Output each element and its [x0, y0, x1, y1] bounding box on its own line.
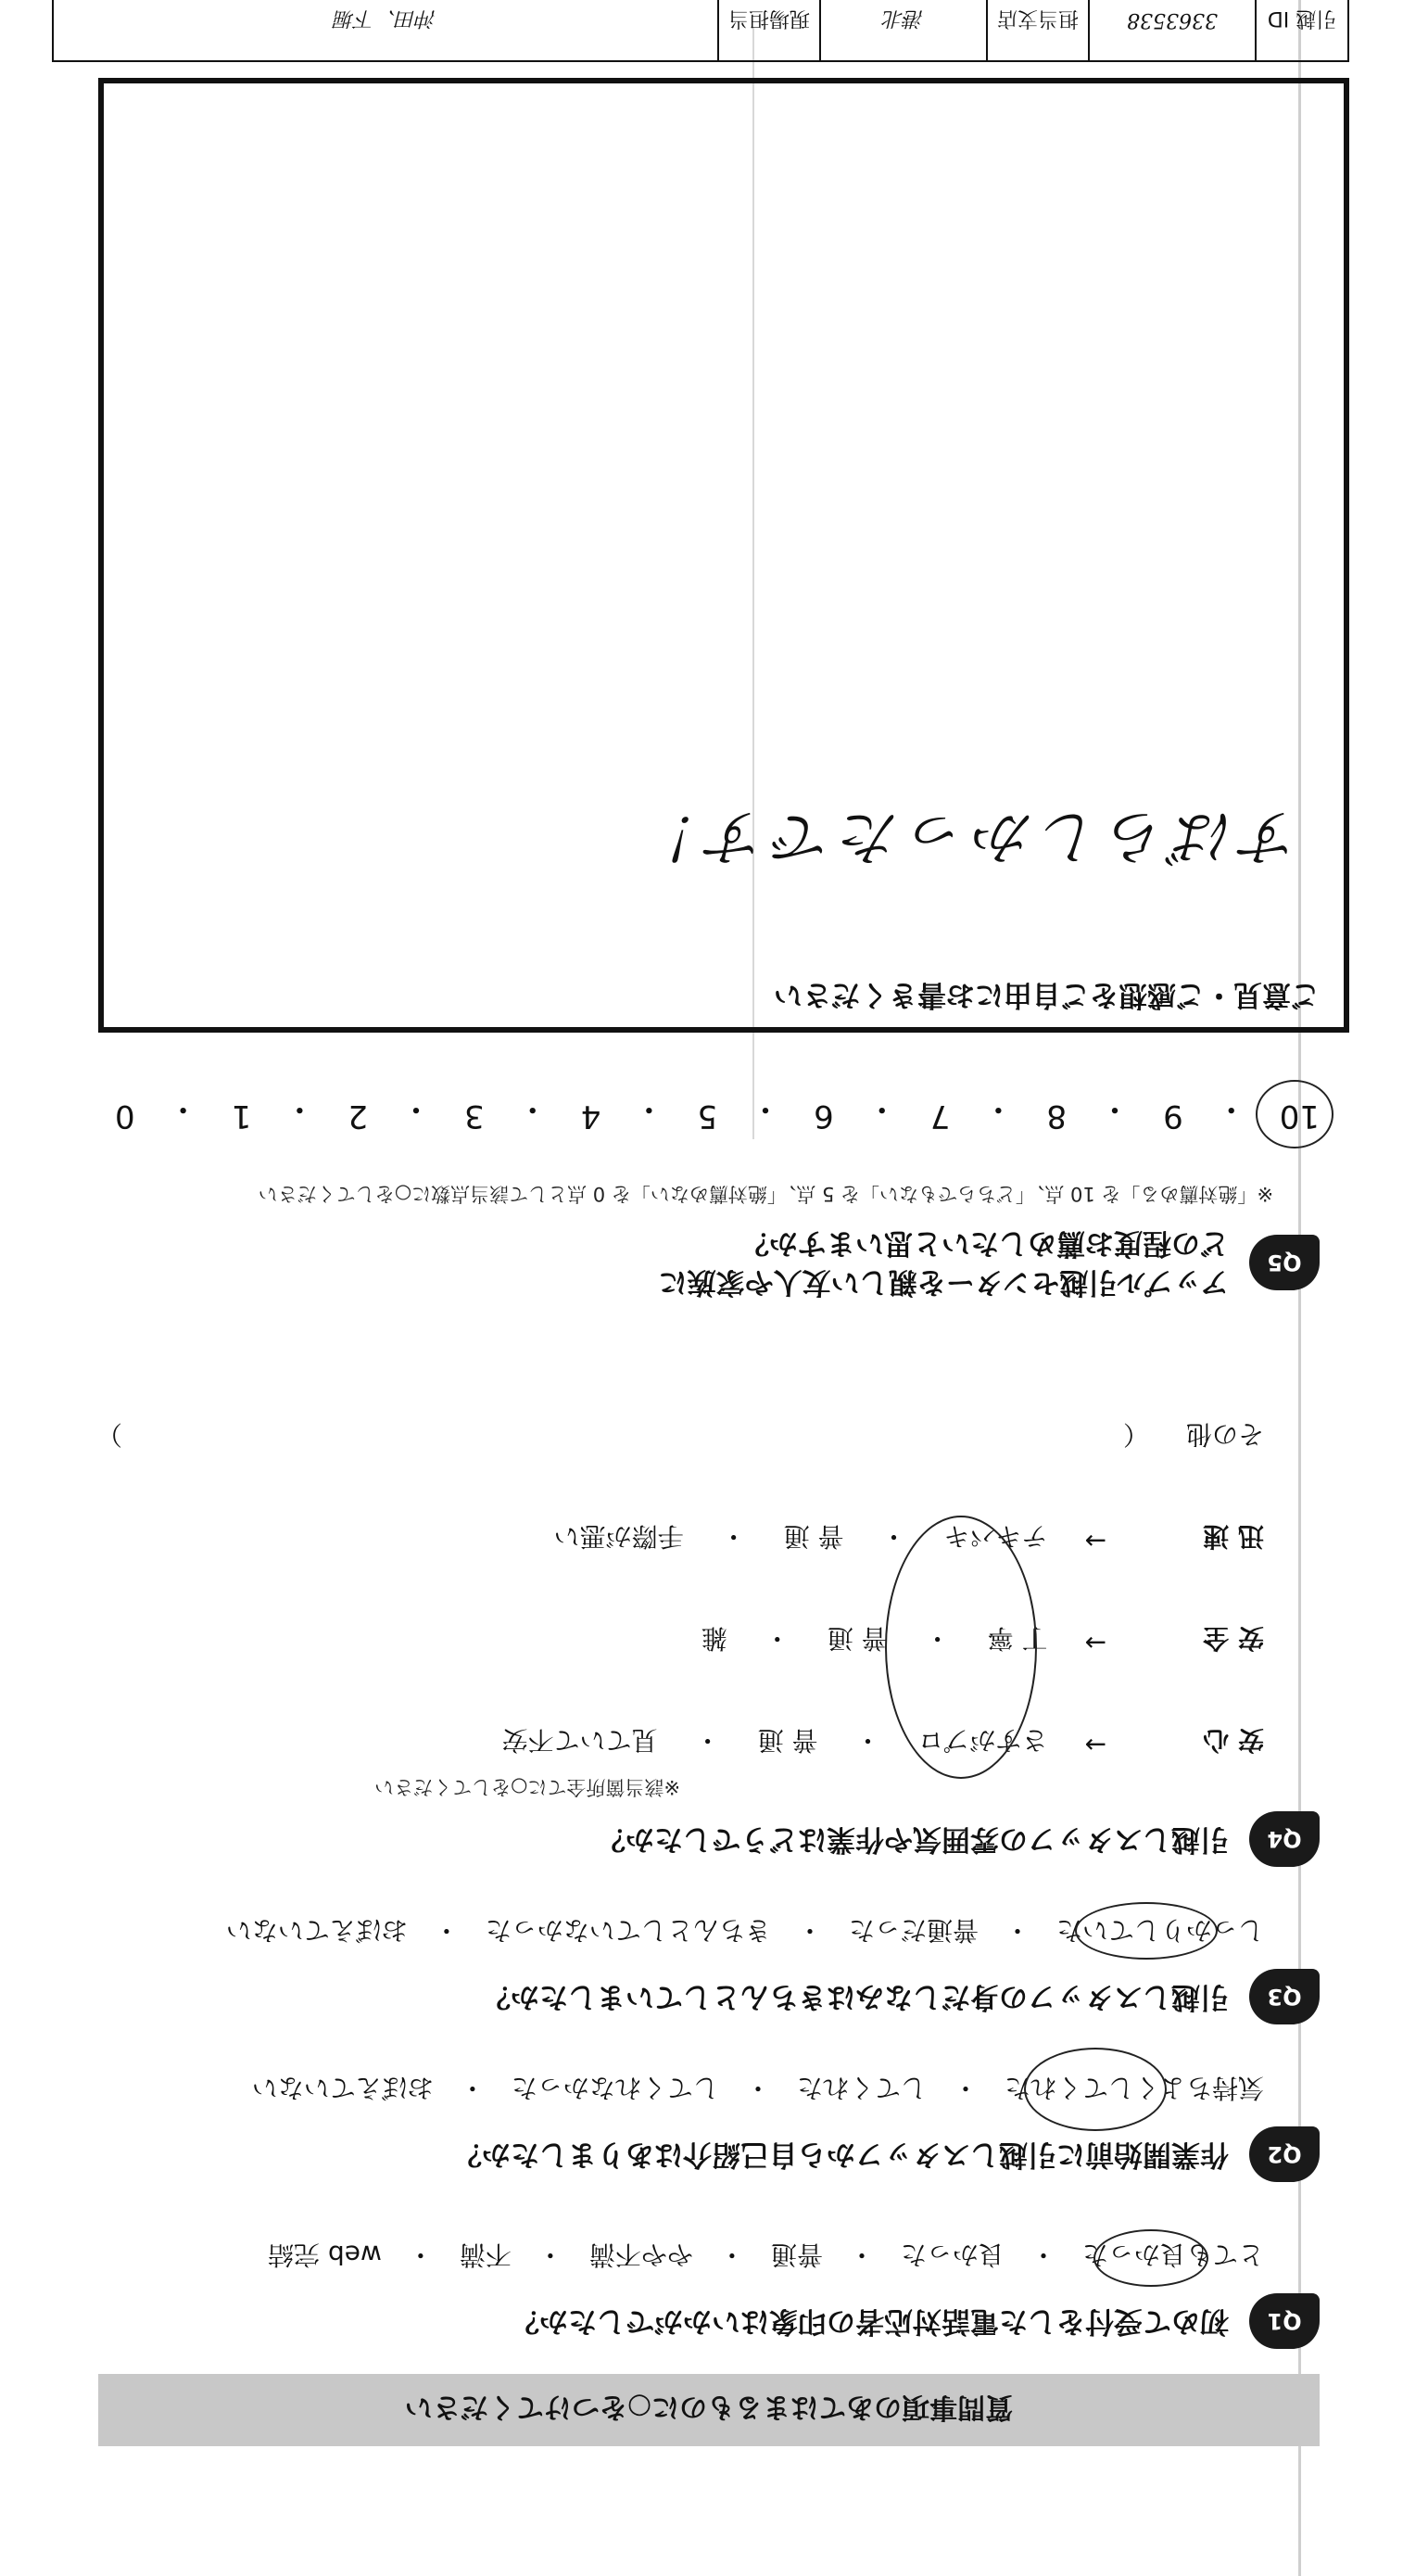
- q1-text: 初めて受付をした電話対応者の印象はいかがでしたか？: [511, 2304, 1229, 2338]
- q2-badge: Q2: [1249, 2126, 1320, 2182]
- q4-option[interactable]: テキパキ: [943, 1521, 1048, 1552]
- q4-text: 引越しスタッフの雰囲気や作業はどうでしたか？: [597, 1822, 1229, 1856]
- q1-options: とても良かった ・ 良かった ・ 普通 ・ やや不満 ・ 不満 ・ web 完結: [242, 2238, 1264, 2275]
- q4-option[interactable]: 手際が悪い: [553, 1521, 684, 1552]
- q4-option[interactable]: 普 通: [827, 1623, 888, 1654]
- q5-text-line1: アップル引越センターを親しい友人や家族に: [658, 1265, 1229, 1299]
- q2-option[interactable]: してくれた: [796, 2073, 927, 2103]
- q4-option[interactable]: 見ていて不安: [501, 1725, 658, 1756]
- id-value: 3363538: [1088, 0, 1255, 60]
- branch-label: 担当支店: [986, 0, 1088, 60]
- q5-score[interactable]: 5: [697, 1098, 718, 1135]
- question-2: [453, 2126, 1320, 2182]
- q4-option[interactable]: 丁 寧: [987, 1623, 1048, 1654]
- q2-text: 作業開始前に引越しスタッフから自己紹介はありましたか？: [453, 2138, 1229, 2171]
- q1-option[interactable]: web 完結: [268, 2240, 382, 2270]
- q5-score[interactable]: 7: [929, 1098, 951, 1135]
- q2-option[interactable]: おぼえていない: [251, 2073, 434, 2103]
- q5-score[interactable]: 9: [1163, 1098, 1183, 1135]
- team-value: 沖田、下堀: [335, 6, 437, 31]
- footer-table: [52, 0, 1349, 62]
- q4-other-label: その他: [1185, 1419, 1264, 1450]
- q3-option[interactable]: きちんとしていなかった: [485, 1915, 771, 1946]
- q2-option[interactable]: 気持ちよくしてくれた: [1004, 2073, 1264, 2103]
- q4-row-anshin: 安 心 → さすがプロ ・ 普 通 ・ 見ていて不安: [501, 1725, 1264, 1760]
- q3-option[interactable]: しっかりしていた: [1055, 1915, 1264, 1946]
- q4-row-label: 迅 速: [1203, 1521, 1264, 1552]
- q4-option[interactable]: さすがプロ: [917, 1725, 1048, 1756]
- q2-option[interactable]: してくれなかった: [511, 2073, 719, 2103]
- q4-option[interactable]: 普 通: [757, 1725, 818, 1756]
- q5-answer-circle: [1256, 1080, 1333, 1148]
- q3-option[interactable]: おぼえていない: [225, 1915, 408, 1946]
- q5-score[interactable]: 6: [814, 1098, 834, 1135]
- q5-score[interactable]: 10: [1279, 1098, 1320, 1135]
- question-1: [511, 2293, 1320, 2349]
- question-5: [659, 1224, 1320, 1301]
- id-label: 引越 ID: [1255, 0, 1347, 60]
- q1-option[interactable]: 良かった: [900, 2240, 1005, 2270]
- q1-option[interactable]: 普通: [770, 2240, 823, 2270]
- free-comment-title: ご意見・ご感想をご自由にお書きください: [774, 978, 1320, 1011]
- q2-options: 気持ちよくしてくれた ・ してくれた ・ してくれなかった ・ おぼえていない: [226, 2071, 1264, 2108]
- q4-option[interactable]: 普 通: [783, 1521, 844, 1552]
- question-4: [597, 1811, 1320, 1867]
- q4-row-jinsoku: 迅 速 → テキパキ ・ 普 通 ・ 手際が悪い: [553, 1521, 1264, 1556]
- handwritten-comment: すばらしかったです！: [634, 802, 1301, 870]
- free-comment-box[interactable]: [98, 78, 1349, 1033]
- q5-note: ※「絶対薦める」を 10 点、「どちらでもない」を 5 点、「絶対薦めない」を 0 点として該当点数に○をしてください: [258, 1183, 1273, 1205]
- q5-text-line2: どの程度お薦めしたいと思いますか？: [740, 1226, 1229, 1260]
- q1-badge: Q1: [1249, 2293, 1320, 2349]
- q4-row-label: 安 心: [1203, 1725, 1264, 1756]
- q4-answer-circle: [885, 1516, 1037, 1779]
- q1-option[interactable]: 不満: [459, 2240, 512, 2270]
- team-label: 現場担当: [717, 0, 819, 60]
- q3-text: 引越しスタッフの身だしなみはきちんとしていましたか？: [482, 1980, 1229, 2013]
- instruction-banner: 質問事項のあてはまるものに○をつけてください: [98, 2374, 1320, 2446]
- arrow-icon: →: [1084, 1526, 1106, 1556]
- q3-badge: Q3: [1249, 1969, 1320, 2024]
- q1-option[interactable]: とても良かった: [1081, 2240, 1264, 2270]
- q4-row-label: 安 全: [1203, 1623, 1264, 1654]
- q5-score[interactable]: 2: [348, 1098, 368, 1135]
- q4-row-anzen: 安 全 → 丁 寧 ・ 普 通 ・ 雑: [701, 1623, 1264, 1658]
- q5-score[interactable]: 0: [115, 1098, 135, 1135]
- q5-score[interactable]: 1: [231, 1098, 252, 1135]
- q2-answer-circle: [1024, 2048, 1167, 2131]
- q5-score[interactable]: 4: [580, 1098, 601, 1135]
- q5-score[interactable]: 8: [1046, 1098, 1068, 1135]
- arrow-icon: →: [1084, 1730, 1106, 1760]
- q3-answer-circle: [1075, 1902, 1218, 1960]
- q4-note: ※該当箇所全てに○をしてください: [374, 1776, 680, 1798]
- q3-options: しっかりしていた ・ 普通だった ・ きちんとしていなかった ・ おぼえていない: [200, 1913, 1264, 1950]
- question-3: [482, 1969, 1320, 2024]
- q4-other-field[interactable]: [159, 1417, 1086, 1454]
- q4-option[interactable]: 雑: [701, 1623, 727, 1654]
- q3-option[interactable]: 普通だった: [848, 1915, 979, 1946]
- q5-scale: 10 ・ 9 ・ 8 ・ 7 ・ 6 ・ 5 ・ 4 ・ 3 ・ 2 ・ 1 ・ 0: [115, 1090, 1320, 1135]
- q5-badge: Q5: [1249, 1235, 1320, 1290]
- q4-other: [59, 1417, 1264, 1454]
- q4-badge: Q4: [1249, 1811, 1320, 1867]
- q4-other-close: ）: [95, 1419, 122, 1450]
- branch-value: 港北: [819, 0, 986, 60]
- q1-answer-circle: [1093, 2229, 1208, 2287]
- q5-score[interactable]: 3: [464, 1098, 485, 1135]
- q1-option[interactable]: やや不満: [588, 2240, 693, 2270]
- q4-other-open: （: [1122, 1419, 1149, 1450]
- arrow-icon: →: [1084, 1628, 1106, 1658]
